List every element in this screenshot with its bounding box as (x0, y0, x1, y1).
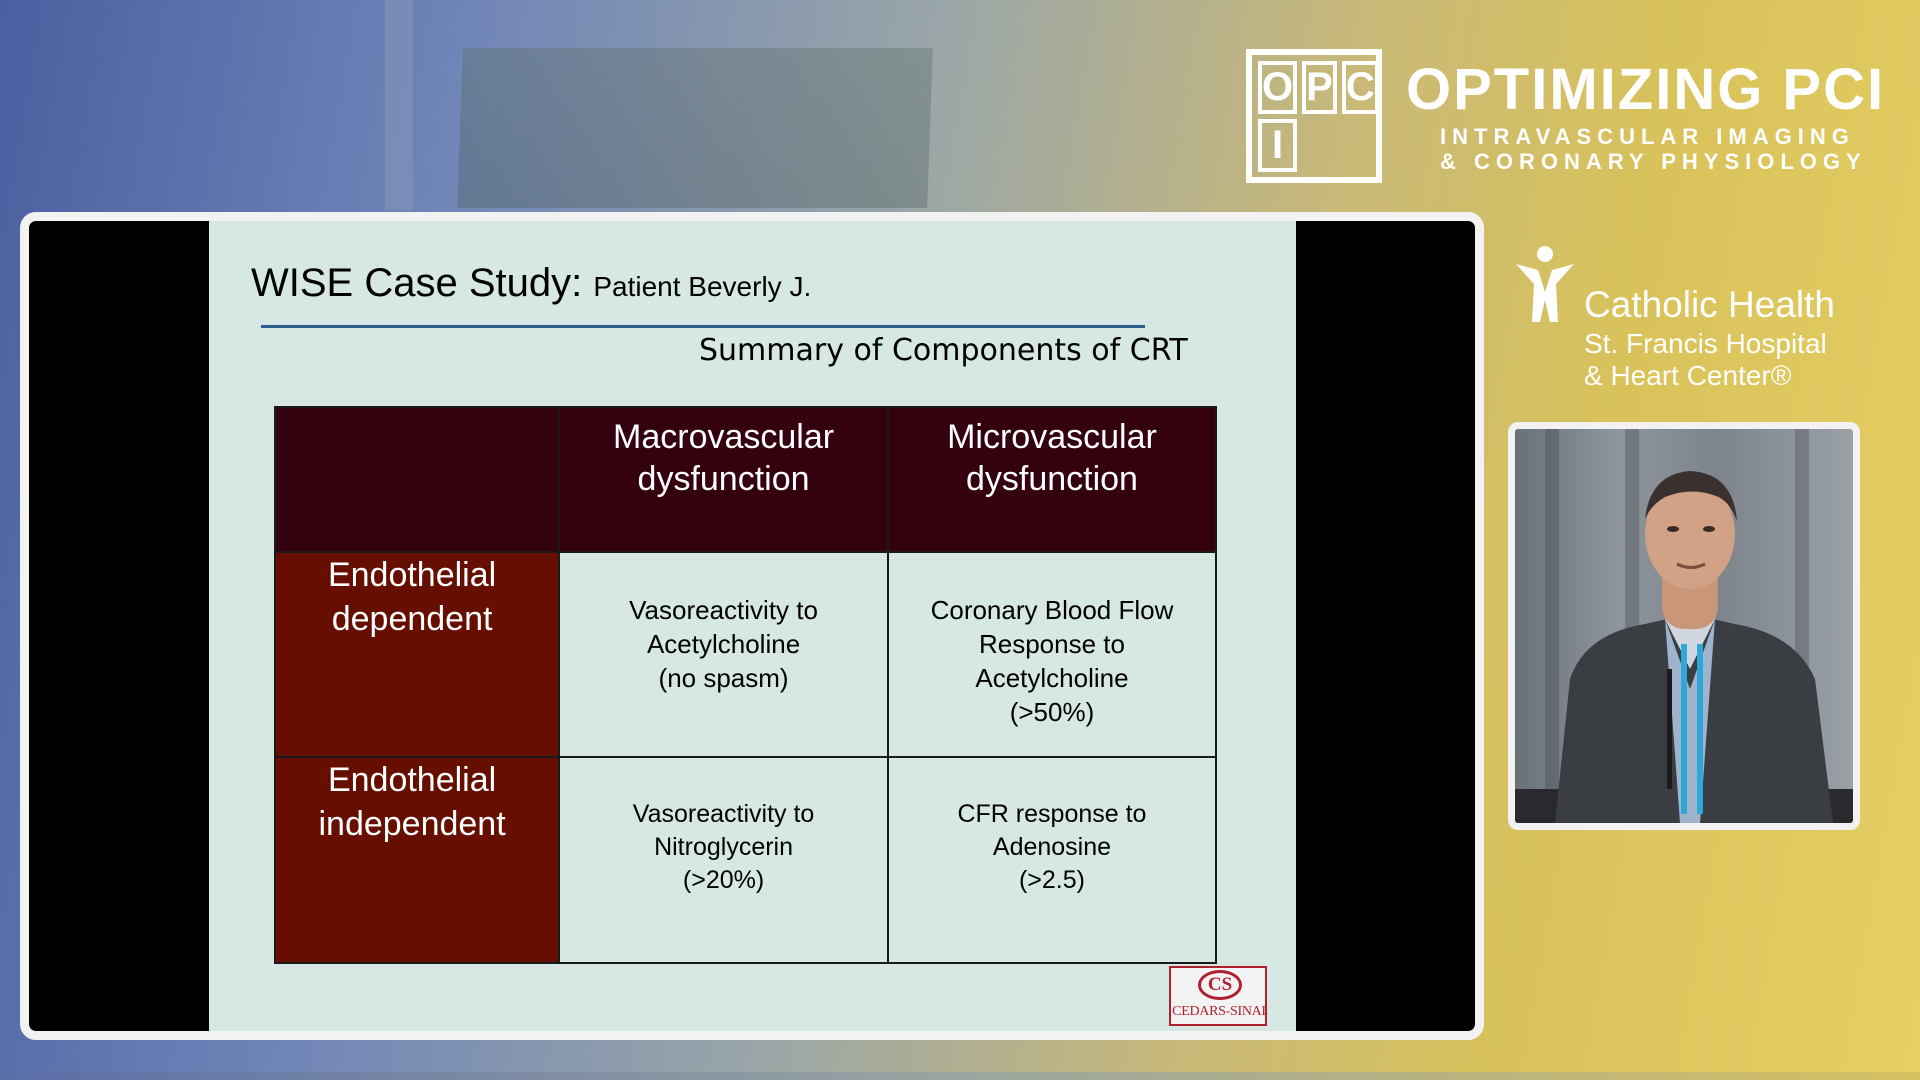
bottom-strip (0, 1072, 1920, 1080)
sponsor-name: Catholic Health (1584, 284, 1835, 325)
cedars-sinai-emblem: CS (1198, 970, 1242, 1000)
opci-letter-o: O (1258, 61, 1297, 114)
title-divider (261, 325, 1145, 328)
slide-title-main: WISE Case Study: (251, 261, 583, 305)
slide-title (251, 261, 811, 306)
speaker-figure (1515, 429, 1853, 823)
table-header-row (275, 407, 1216, 552)
presentation-slide (209, 221, 1296, 1031)
cell-dependent-macro: Vasoreactivity to Acetylcholine (no spasm) (559, 552, 888, 757)
cell-independent-macro: Vasoreactivity to Nitroglycerin (>20%) (559, 757, 888, 963)
event-subtitle-line2: & CORONARY PHYSIOLOGY (1440, 149, 1867, 174)
presentation-frame (20, 212, 1484, 1040)
catholic-health-figure-icon (1514, 244, 1576, 322)
table-corner-cell (275, 407, 559, 552)
cell-dependent-micro: Coronary Blood Flow Response to Acetylcholine (>50%) (888, 552, 1216, 757)
cell-independent-micro: CFR response to Adenosine (>2.5) (888, 757, 1216, 963)
row-header-endothelial-independent: Endothelial independent (275, 757, 559, 963)
opci-logo (1246, 49, 1382, 183)
cedars-sinai-wordmark: CEDARS-SINAI (1172, 1004, 1266, 1019)
speaker-video (1508, 422, 1860, 830)
opci-letter-i: I (1258, 119, 1297, 172)
table-row (275, 552, 1216, 757)
opci-letter-p: P (1302, 61, 1337, 114)
background-screen (457, 48, 933, 208)
event-title: OPTIMIZING PCI (1406, 57, 1886, 122)
background-pillar (385, 0, 413, 210)
crt-components-table (274, 406, 1217, 964)
slide-title-patient: Patient Beverly J. (593, 271, 812, 302)
table-row (275, 757, 1216, 963)
event-subtitle-line1: INTRAVASCULAR IMAGING (1440, 124, 1855, 149)
opci-letter-c: C (1342, 61, 1379, 114)
row-header-endothelial-dependent: Endothelial dependent (275, 552, 559, 757)
column-header-microvascular: Microvascular dysfunction (888, 407, 1216, 552)
column-header-macrovascular: Macrovascular dysfunction (559, 407, 888, 552)
sponsor-line1: St. Francis Hospital (1584, 328, 1827, 359)
slide-subtitle: Summary of Components of CRT (699, 333, 1188, 368)
sponsor-line2: & Heart Center® (1584, 360, 1792, 391)
cedars-sinai-logo (1169, 966, 1267, 1026)
